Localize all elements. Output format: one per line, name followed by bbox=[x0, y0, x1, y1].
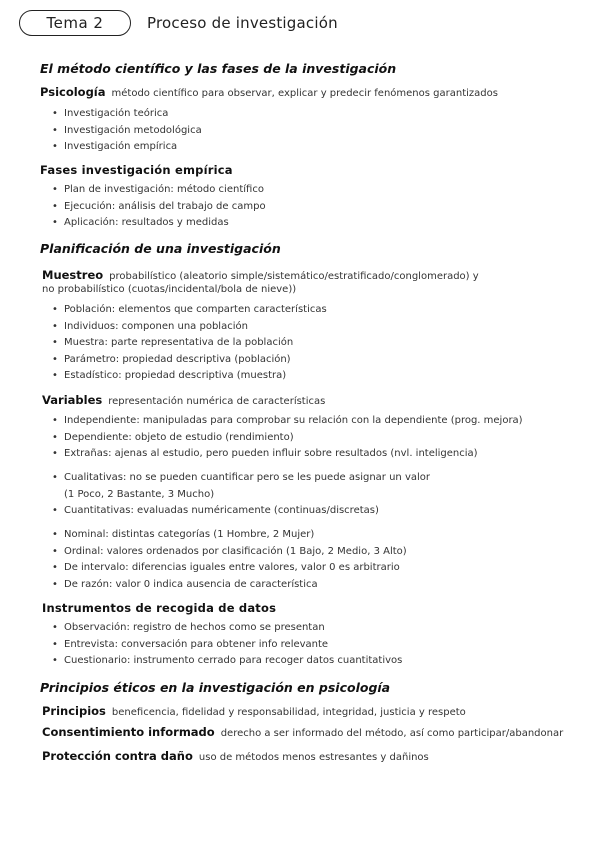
psicologia-definition bbox=[40, 85, 498, 99]
list-item: • Observación: registro de hechos como se presentan bbox=[52, 620, 402, 637]
principios-definition bbox=[42, 704, 466, 718]
consentimiento-desc: derecho a ser informado del método, así como participar/abandonar bbox=[220, 728, 564, 739]
list-item: • Estadístico: propiedad descriptiva (muestra) bbox=[52, 368, 327, 385]
list-item: • De razón: valor 0 indica ausencia de característica bbox=[52, 577, 407, 594]
psicologia-term: Psicología bbox=[40, 85, 106, 99]
principios-term: Principios bbox=[42, 704, 106, 718]
psicologia-desc: método científico para observar, explicar y predecir fenómenos garantizados bbox=[111, 88, 498, 99]
muestreo-desc-2: no probabilístico (cuotas/incidental/bola de nieve)) bbox=[42, 284, 297, 295]
list-item: • Muestra: parte representativa de la población bbox=[52, 335, 327, 352]
list-item: • Cuantitativas: evaluadas numéricamente (continuas/discretas) bbox=[52, 503, 430, 520]
variables-list-2 bbox=[52, 470, 430, 520]
consentimiento-term: Consentimiento informado bbox=[42, 725, 215, 739]
principios-desc: beneficencia, fidelidad y responsabilidad, integridad, justicia y respeto bbox=[111, 707, 466, 718]
list-item: • Nominal: distintas categorías (1 Hombre, 2 Mujer) bbox=[52, 527, 407, 544]
variables-list-3 bbox=[52, 527, 407, 593]
proteccion-desc: uso de métodos menos estresantes y dañinos bbox=[198, 752, 429, 763]
list-item: • Entrevista: conversación para obtener info relevante bbox=[52, 637, 402, 654]
muestreo-definition bbox=[42, 268, 479, 282]
variables-definition bbox=[42, 393, 325, 407]
list-item: • Parámetro: propiedad descriptiva (población) bbox=[52, 352, 327, 369]
fases-heading: Fases investigación empírica bbox=[40, 163, 233, 177]
list-item: • Plan de investigación: método científico bbox=[52, 182, 266, 199]
list-item: • Población: elementos que comparten características bbox=[52, 302, 327, 319]
instrumentos-list bbox=[52, 620, 402, 670]
proteccion-definition bbox=[42, 749, 429, 763]
list-item: • Ordinal: valores ordenados por clasificación (1 Bajo, 2 Medio, 3 Alto) bbox=[52, 544, 407, 561]
list-item: • Individuos: componen una población bbox=[52, 319, 327, 336]
list-item: • Independiente: manipuladas para comprobar su relación con la dependiente (prog. mejora) bbox=[52, 413, 523, 430]
instrumentos-heading: Instrumentos de recogida de datos bbox=[42, 601, 277, 615]
section-heading-principios: Principios éticos en la investigación en psicología bbox=[40, 680, 391, 695]
variables-list-1 bbox=[52, 413, 523, 463]
list-item: • Ejecución: análisis del trabajo de campo bbox=[52, 199, 266, 216]
list-item-continuation: (1 Poco, 2 Bastante, 3 Mucho) bbox=[64, 488, 215, 500]
muestreo-term: Muestreo bbox=[42, 268, 104, 282]
list-item: • Investigación empírica bbox=[52, 139, 202, 156]
list-item: • Investigación teórica bbox=[52, 106, 202, 123]
list-item: • Dependiente: objeto de estudio (rendimiento) bbox=[52, 430, 523, 447]
topic-badge-label: Tema 2 bbox=[46, 14, 104, 32]
topic-badge bbox=[19, 10, 131, 36]
fases-list bbox=[52, 182, 266, 232]
list-item: • Cualitativas: no se pueden cuantificar pero se les puede asignar un valor bbox=[52, 470, 430, 487]
muestreo-desc-1: probabilístico (aleatorio simple/sistemático/estratificado/conglomerado) y bbox=[109, 271, 479, 282]
list-item: • De intervalo: diferencias iguales entre valores, valor 0 es arbitrario bbox=[52, 560, 407, 577]
section-heading-planificacion: Planificación de una investigación bbox=[40, 241, 281, 256]
psicologia-list bbox=[52, 106, 202, 156]
list-item: • Extrañas: ajenas al estudio, pero pueden influir sobre resultados (nvl. inteligencia) bbox=[52, 446, 523, 463]
variables-desc: representación numérica de características bbox=[108, 396, 326, 407]
list-item: • Investigación metodológica bbox=[52, 123, 202, 140]
muestreo-list bbox=[52, 302, 327, 385]
section-heading-metodo: El método científico y las fases de la investigación bbox=[40, 61, 397, 76]
list-item: • Aplicación: resultados y medidas bbox=[52, 215, 266, 232]
variables-term: Variables bbox=[42, 393, 103, 407]
page-title: Proceso de investigación bbox=[147, 14, 338, 32]
consentimiento-definition bbox=[42, 725, 563, 739]
proteccion-term: Protección contra daño bbox=[42, 749, 193, 763]
list-item: • Cuestionario: instrumento cerrado para recoger datos cuantitativos bbox=[52, 653, 402, 670]
